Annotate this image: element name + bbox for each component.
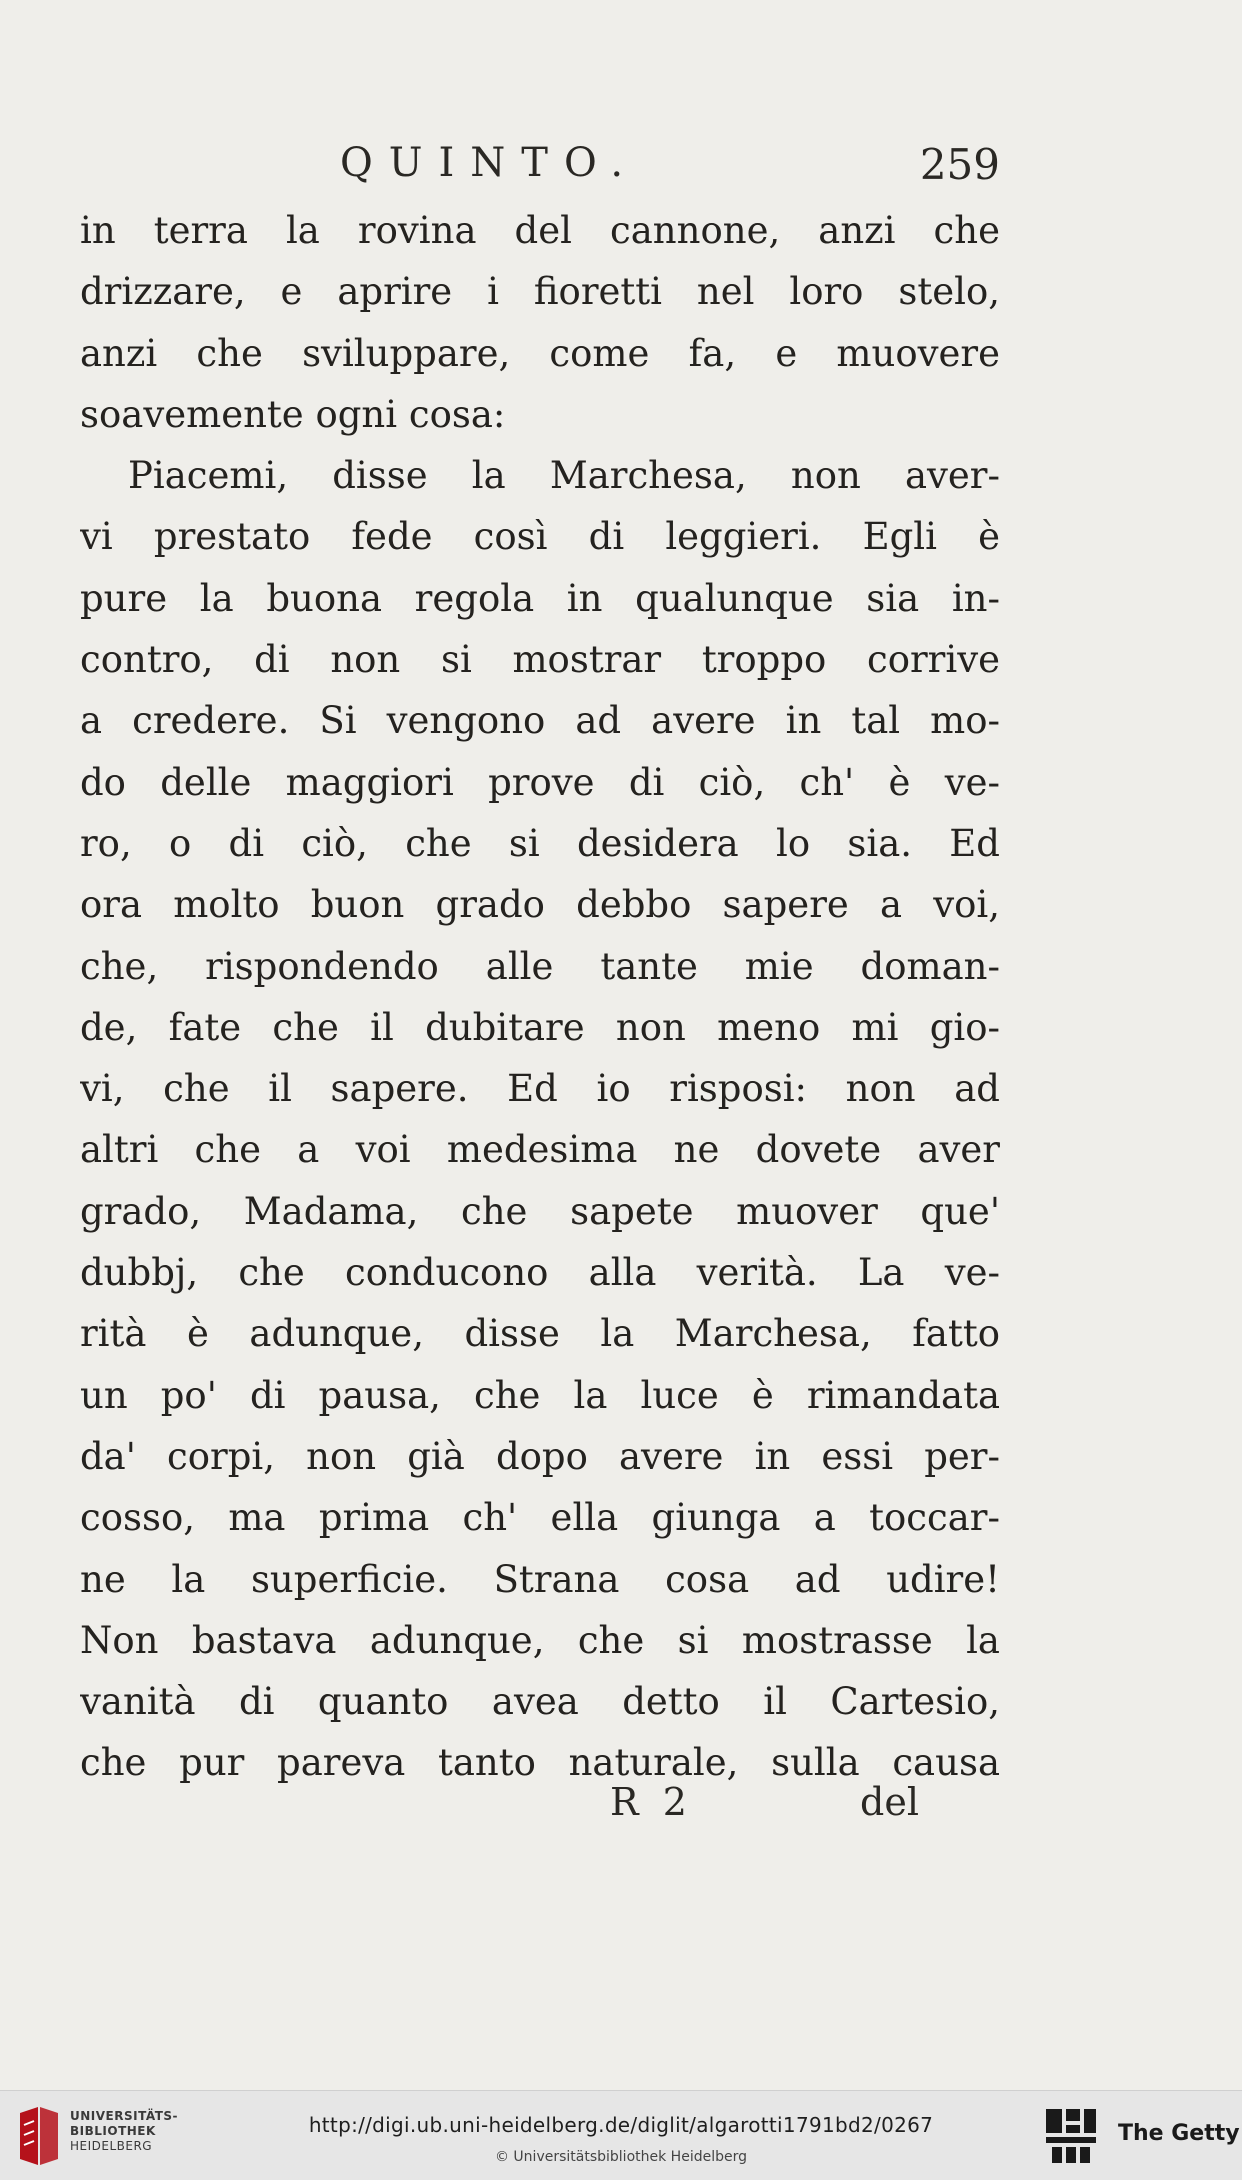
page-number: 259 [919, 140, 1000, 189]
text-line: Piacemi, disse la Marchesa, non aver- [128, 454, 1000, 498]
text-line: soavemente ogni cosa: [80, 392, 506, 436]
text-line: anzi che sviluppare, come fa, e muovere [80, 331, 1000, 375]
text-line: de, fate che il dubitare non meno mi gio- [80, 1005, 1000, 1049]
getty-logo-icon[interactable] [1044, 2107, 1098, 2165]
text-line: vi prestato fede così di leggieri. Egli è [80, 515, 1000, 559]
text-line: vanità di quanto avea detto il Cartesio, [80, 1680, 1000, 1724]
text-line: a credere. Si vengono ad avere in tal mo- [80, 699, 1000, 743]
text-line: pure la buona regola in qualunque sia in- [80, 576, 1000, 620]
text-line: rità è adunque, disse la Marchesa, fatto [80, 1312, 1000, 1356]
text-line: Non bastava adunque, che si mostrasse la [80, 1618, 1000, 1662]
text-line: ro, o di ciò, che si desidera lo sia. Ed [80, 821, 1000, 865]
text-line: in terra la rovina del cannone, anzi che [80, 209, 1000, 252]
text-line: da' corpi, non già dopo avere in essi per- [80, 1434, 1000, 1478]
text-line: che, rispondendo alle tante mie doman- [80, 944, 1000, 988]
running-head: QUINTO. [340, 140, 640, 186]
text-line: dubbj, che conducono alla verità. La ve- [80, 1251, 1000, 1295]
text-line: grado, Madama, che sapete muover que' [80, 1189, 1000, 1233]
text-line: do delle maggiori prove di ciò, ch' è ve- [80, 760, 1000, 804]
text-line: altri che a voi medesima ne dovete aver [80, 1128, 1000, 1172]
partner-name[interactable]: The Getty [1118, 2121, 1240, 2146]
text-line: cosso, ma prima ch' ella giunga a toccar- [80, 1496, 1000, 1540]
university-name-line: UNIVERSITÄTS- [70, 2109, 179, 2123]
text-line: ora molto buon grado debbo sapere a voi, [80, 883, 1000, 927]
catchword: del [860, 1780, 919, 1824]
permalink-url[interactable]: http://digi.ub.uni-heidelberg.de/diglit/algarotti1791bd2/0267 [308, 2113, 934, 2137]
printer-footer [80, 1780, 1000, 1840]
body-text [80, 200, 1000, 1794]
text-line: un po' di pausa, che la luce è rimandata [80, 1373, 1000, 1417]
university-name-line: HEIDELBERG [70, 2139, 153, 2153]
text-line: che pur pareva tanto naturale, sulla causa [80, 1741, 1000, 1785]
page-header [80, 140, 1000, 202]
text-line: contro, di non si mostrar troppo corrive [80, 638, 1000, 682]
signature-mark: R 2 [610, 1780, 693, 1824]
text-line: drizzare, e aprire i fioretti nel loro stelo, [80, 270, 1000, 314]
text-line: vi, che il sapere. Ed io risposi: non ad [80, 1067, 1000, 1111]
university-name-line: BIBLIOTHEK [70, 2124, 156, 2138]
copyright-notice: © Universitätsbibliothek Heidelberg [494, 2149, 747, 2165]
viewer-footer-bar [0, 2090, 1242, 2180]
text-line: ne la superficie. Strana cosa ad udire! [80, 1557, 1000, 1601]
